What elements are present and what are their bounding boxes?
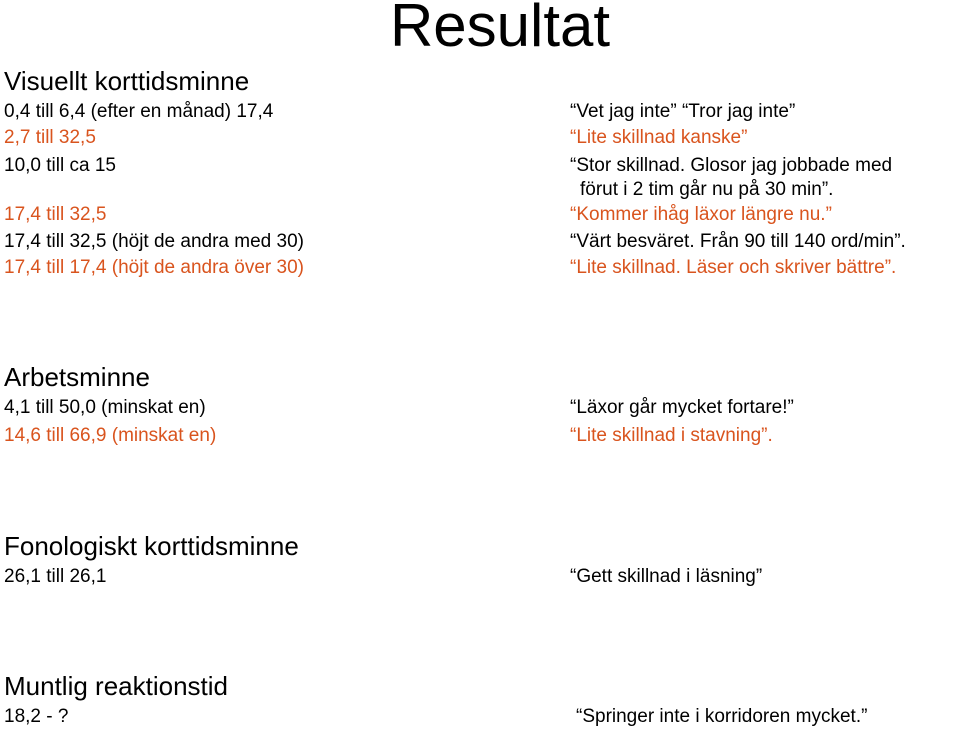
page-title: Resultat xyxy=(389,0,611,59)
result-row xyxy=(0,424,960,448)
result-comment: “Läxor går mycket fortare!” xyxy=(570,397,794,418)
result-comment: “Lite skillnad kanske” xyxy=(570,127,748,148)
result-comment: “Vet jag inte” “Tror jag inte” xyxy=(570,101,796,122)
result-comment: “Stor skillnad. Glosor jag jobbade med xyxy=(570,155,893,176)
result-value: 17,4 till 17,4 (höjt de andra över 30) xyxy=(4,257,304,278)
result-row xyxy=(0,256,960,280)
result-row xyxy=(0,126,960,150)
result-comment: “Kommer ihåg läxor längre nu.” xyxy=(570,204,832,225)
result-value: 17,4 till 32,5 xyxy=(4,204,107,225)
result-row xyxy=(0,100,960,124)
section-heading-muntlig: Muntlig reaktionstid xyxy=(4,671,228,701)
result-comment: “Lite skillnad i stavning”. xyxy=(570,425,773,446)
result-value: 14,6 till 66,9 (minskat en) xyxy=(4,425,217,446)
result-value: 26,1 till 26,1 xyxy=(4,566,107,587)
result-row-continuation xyxy=(0,178,960,202)
result-row xyxy=(0,396,960,420)
result-value: 2,7 till 32,5 xyxy=(4,127,96,148)
result-row xyxy=(0,705,960,729)
result-comment: “Gett skillnad i läsning” xyxy=(570,566,763,587)
section-heading-fonologiskt: Fonologiskt korttidsminne xyxy=(4,531,299,561)
result-row xyxy=(0,203,960,227)
result-value: 18,2 - ? xyxy=(4,706,69,727)
result-comment: “Springer inte i korridoren mycket.” xyxy=(576,706,868,727)
result-value: 4,1 till 50,0 (minskat en) xyxy=(4,397,206,418)
section-heading-visuellt: Visuellt korttidsminne xyxy=(4,66,250,96)
section-heading-arbetsminne: Arbetsminne xyxy=(4,362,150,392)
result-comment: “Värt besväret. Från 90 till 140 ord/min”. xyxy=(570,231,906,252)
result-comment-continuation: förut i 2 tim går nu på 30 min”. xyxy=(580,179,834,200)
result-value: 10,0 till ca 15 xyxy=(4,155,116,176)
result-row xyxy=(0,154,960,178)
result-value: 0,4 till 6,4 (efter en månad) 17,4 xyxy=(4,101,274,122)
result-row xyxy=(0,565,960,589)
result-row xyxy=(0,230,960,254)
result-comment: “Lite skillnad. Läser och skriver bättre”. xyxy=(570,257,897,278)
result-value: 17,4 till 32,5 (höjt de andra med 30) xyxy=(4,231,304,252)
